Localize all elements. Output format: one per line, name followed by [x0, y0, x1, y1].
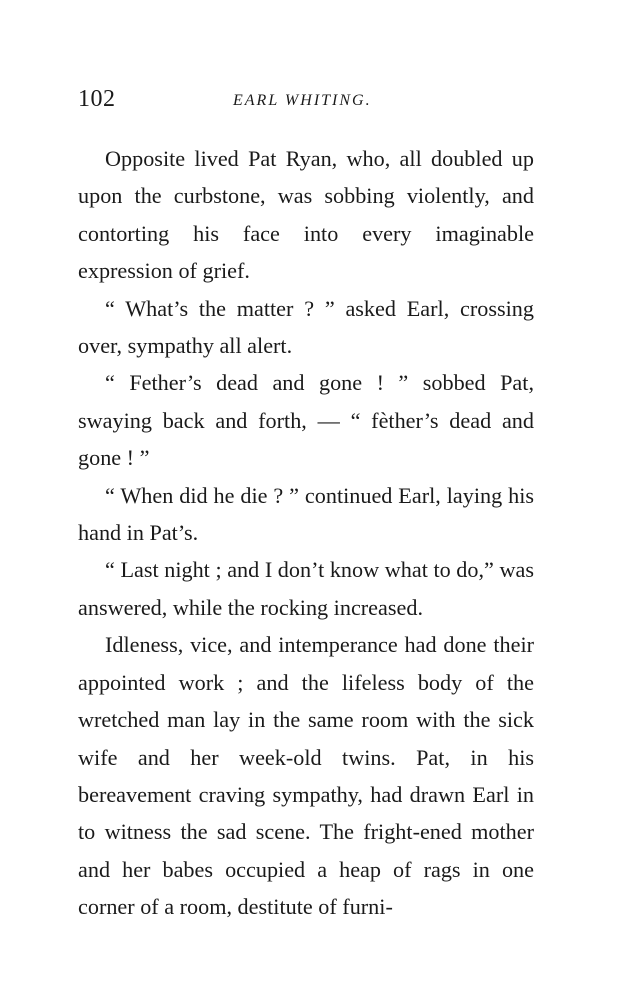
page-number: 102: [78, 86, 116, 112]
paragraph: Opposite lived Pat Ryan, who, all doubled up upon the curbstone, was sobbing violently, and contorting his face into every imaginable expression of grief.: [78, 146, 534, 284]
paragraph: “ When did he die ? ” continued Earl, laying his hand in Pat’s.: [78, 482, 534, 546]
paragraph: “ Last night ; and I don’t know what to do,” was answered, while the rocking increased.: [78, 557, 534, 620]
running-head: [78, 84, 533, 114]
paragraph: Idleness, vice, and intemperance had done their appointed work ; and the lifeless body of the wretched man lay in the same room with the sick wife and her week-old twins. Pat, in his bereavement craving sympathy, had drawn Earl in to witness the sad scene. The fright-ened mother and her babes occupied a heap of rags in one corner of a room, destitute of furni-: [78, 632, 534, 920]
body-text: [78, 140, 534, 926]
paragraph: “ Fether’s dead and gone ! ” sobbed Pat, swaying back and forth, — “ fèther’s dead and gone ! ”: [78, 370, 534, 471]
running-title: EARL WHITING.: [233, 92, 372, 109]
paragraph: “ What’s the matter ? ” asked Earl, crossing over, sympathy all alert.: [78, 295, 534, 359]
